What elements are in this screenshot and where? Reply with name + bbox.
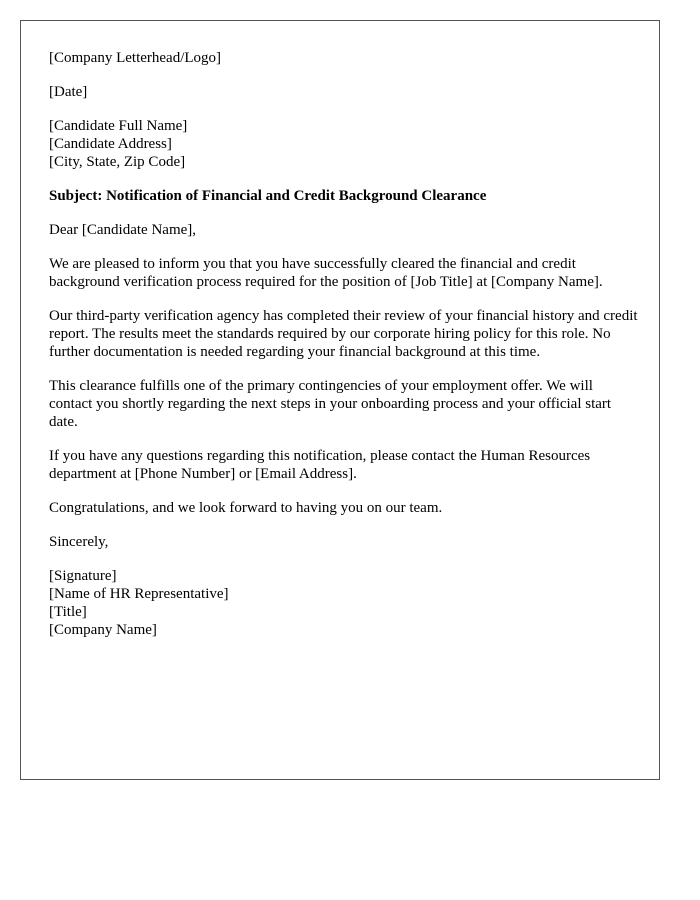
signature-company-name: [Company Name] (49, 622, 157, 638)
recipient-address: [Candidate Address] (49, 136, 172, 152)
hr-representative-title: [Title] (49, 604, 87, 620)
signature-placeholder: [Signature] (49, 568, 117, 584)
letter-page (20, 20, 660, 780)
hr-representative-name: [Name of HR Representative] (49, 586, 229, 602)
recipient-city-state-zip: [City, State, Zip Code] (49, 154, 186, 170)
letterhead: [Company Letterhead/Logo] (49, 50, 222, 66)
body-paragraph: Our third-party verification agency has completed their review of your financial history and credit report. The results meet the standards required by our corporate hiring policy for this role. No further documentation is needed regarding your financial background at this time. (49, 308, 638, 360)
body-paragraph: If you have any questions regarding this notification, please contact the Human Resources department at [Phone Number] or [Email Address]. (49, 448, 591, 482)
letter-content (49, 49, 639, 655)
body-paragraph: We are pleased to inform you that you have successfully cleared the financial and credit background verification process required for the position of [Job Title] at [Company Name]. (49, 256, 603, 290)
body-paragraph: Congratulations, and we look forward to having you on our team. (49, 500, 443, 516)
letter-date: [Date] (49, 84, 88, 100)
recipient-name: [Candidate Full Name] (49, 118, 188, 134)
closing: Sincerely, (49, 534, 109, 550)
salutation: Dear [Candidate Name], (49, 222, 197, 238)
recipient-block (49, 117, 639, 171)
signature-block (49, 567, 639, 639)
subject-line: Subject: Notification of Financial and Credit Background Clearance (49, 188, 487, 204)
body-paragraph: This clearance fulfills one of the primary contingencies of your employment offer. We will contact you shortly regarding the next steps in your onboarding process and your official start date. (49, 378, 612, 430)
